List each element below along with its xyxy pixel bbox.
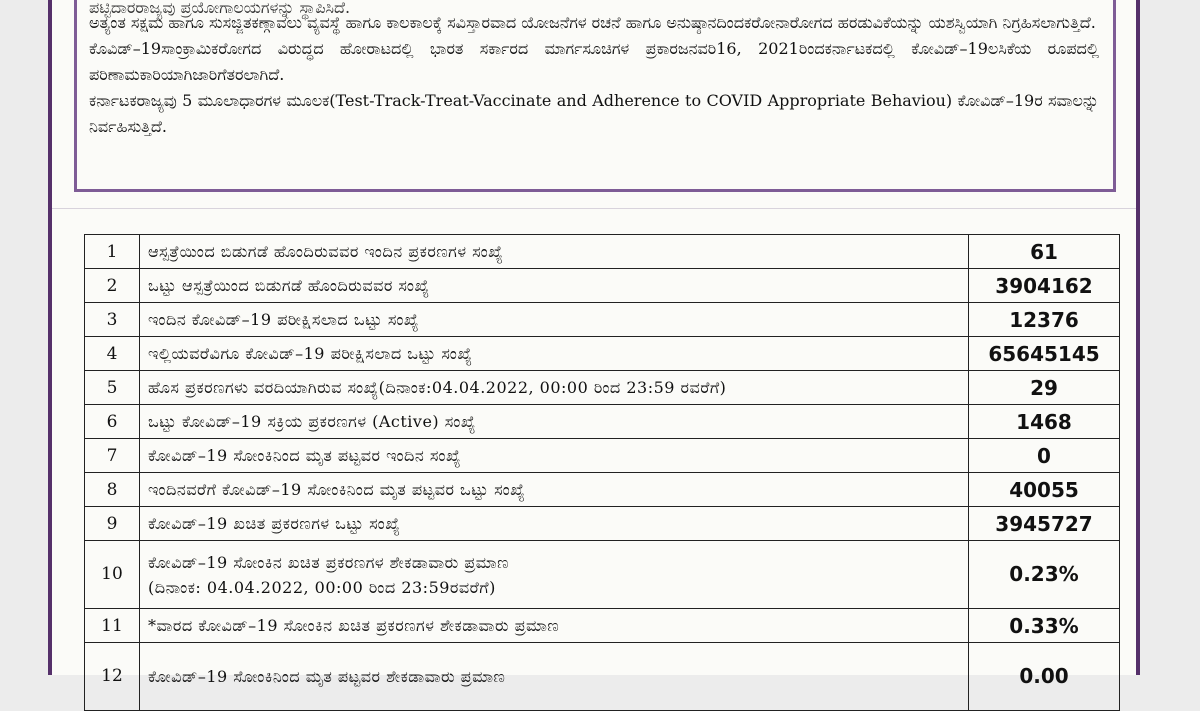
table-row [85, 371, 1120, 405]
table-row [85, 303, 1120, 337]
row-value: 65645145 [969, 337, 1120, 371]
row-description: ಇಂದಿನ ಕೋವಿಡ್–19 ಪರೀಕ್ಷಿಸಲಾದ ಒಟ್ಟು ಸಂಖ್ಯೆ [140, 303, 969, 337]
row-description-line-1: ಕೋವಿಡ್–19 ಸೋಂಕಿನಿಂದ ಮೃತ ಪಟ್ಟವರ ಶೇಕಡಾವಾರು ಪ್ರಮಾಣ [148, 667, 506, 686]
row-value: 0 [969, 439, 1120, 473]
row-description: ಇಂದಿನವರೆಗೆ ಕೋವಿಡ್–19 ಸೋಂಕಿನಿಂದ ಮೃತ ಪಟ್ಟವರ ಒಟ್ಟು ಸಂಖ್ಯೆ [140, 473, 969, 507]
row-number: 12 [85, 643, 140, 711]
row-description: ಹೊಸ ಪ್ರಕರಣಗಳು ವರದಿಯಾಗಿರುವ ಸಂಖ್ಯೆ(ದಿನಾಂಕ:04.04.2022, 00:00 ರಿಂದ 23:59 ರವರೆಗೆ) [140, 371, 969, 405]
table-row [85, 541, 1120, 609]
row-number: 6 [85, 405, 140, 439]
row-value: 61 [969, 235, 1120, 269]
row-value: 1468 [969, 405, 1120, 439]
table-row [85, 643, 1120, 711]
row-value: 0.23% [969, 541, 1120, 609]
row-number: 10 [85, 541, 140, 609]
row-description [140, 541, 969, 609]
table-row [85, 405, 1120, 439]
section-divider [52, 208, 1136, 209]
row-value: 0.00 [969, 643, 1120, 711]
row-description: ಒಟ್ಟು ಆಸ್ಪತ್ರೆಯಿಂದ ಬಿಡುಗಡೆ ಹೊಂದಿರುವವರ ಸಂಖ್ಯೆ [140, 269, 969, 303]
document-page [48, 0, 1140, 688]
row-number: 1 [85, 235, 140, 269]
row-value: 40055 [969, 473, 1120, 507]
row-description: ಕೋವಿಡ್–19 ಸೋಂಕಿನಿಂದ ಮೃತ ಪಟ್ಟವರ ಇಂದಿನ ಸಂಖ್ಯೆ [140, 439, 969, 473]
table-row [85, 609, 1120, 643]
intro-box [74, 0, 1116, 192]
intro-paragraph-2: ಕೊವಿಡ್–19ಸಾಂಕ್ರಾಮಿಕರೋಗದ ವಿರುದ್ಧದ ಹೋರಾಟದಲ್ಲಿ ಭಾರತ ಸರ್ಕಾರದ ಮಾರ್ಗಸೂಚಿಗಳ ಪ್ರಕಾರಜನವರಿ16, 2021ರಿಂದಕರ್ನಾಟಕದಲ್ಲಿ ಕೋವಿಡ್–19ಲಸಿಕೆಯ ರೂಪದಲ್ಲಿ ಪರಿಣಾಮಕಾರಿಯಾಗಿಜಾರಿಗೆತರಲಾಗಿದೆ. [89, 39, 1099, 84]
row-description: ಒಟ್ಟು ಕೋವಿಡ್–19 ಸಕ್ರಿಯ ಪ್ರಕರಣಗಳ (Active) ಸಂಖ್ಯೆ [140, 405, 969, 439]
intro-cut-line: ಪಟ್ಟಿದಾರರಾಜ್ಯವು ಪ್ರಯೋಗಾಲಯಗಳನ್ನು ಸ್ಥಾಪಿಸಿದೆ. [89, 0, 351, 17]
row-description [140, 643, 969, 711]
table-row [85, 507, 1120, 541]
row-number: 3 [85, 303, 140, 337]
row-number: 7 [85, 439, 140, 473]
row-description: ಕೋವಿಡ್–19 ಖಚಿತ ಪ್ರಕರಣಗಳ ಒಟ್ಟು ಸಂಖ್ಯೆ [140, 507, 969, 541]
row-number: 2 [85, 269, 140, 303]
row-description-line-1: ಕೋವಿಡ್–19 ಸೋಂಕಿನ ಖಚಿತ ಪ್ರಕರಣಗಳ ಶೇಕಡಾವಾರು ಪ್ರಮಾಣ [148, 552, 509, 572]
row-value: 0.33% [969, 609, 1120, 643]
covid-stats-table [84, 234, 1120, 711]
table-row [85, 269, 1120, 303]
table-row [85, 235, 1120, 269]
table-row [85, 337, 1120, 371]
row-number: 5 [85, 371, 140, 405]
intro-paragraph-1: ಅತ್ಯಂತ ಸಕ್ಷಮ ಹಾಗೂ ಸುಸಜ್ಜಿತಕಣ್ಗಾವಲು ವ್ಯವಸ್ಥೆ ಹಾಗೂ ಕಾಲಕಾಲಕ್ಕೆ ಸವಿಸ್ತಾರವಾದ ಯೋಜನೆಗಳ ರಚನೆ ಹಾಗೂ ಅನುಷ್ಠಾನದಿಂದಕರೋನಾರೋಗದ ಹರಡುವಿಕೆಯನ್ನು ಯಶಸ್ವಿಯಾಗಿ ನಿಗ್ರಹಿಸಲಾಗುತ್ತಿದೆ. [89, 13, 1096, 32]
table-row [85, 439, 1120, 473]
row-number: 8 [85, 473, 140, 507]
row-value: 12376 [969, 303, 1120, 337]
row-description: ಆಸ್ಪತ್ರೆಯಿಂದ ಬಿಡುಗಡೆ ಹೊಂದಿರುವವರ ಇಂದಿನ ಪ್ರಕರಣಗಳ ಸಂಖ್ಯೆ [140, 235, 969, 269]
row-number: 4 [85, 337, 140, 371]
row-number: 11 [85, 609, 140, 643]
row-number: 9 [85, 507, 140, 541]
row-value: 29 [969, 371, 1120, 405]
table-row [85, 473, 1120, 507]
intro-paragraph-3: ಕರ್ನಾಟಕರಾಜ್ಯವು 5 ಮೂಲಾಧಾರಗಳ ಮೂಲಕ(Test-Track-Treat-Vaccinate and Adherence to COVID Appropriate Behaviou) ಕೋವಿಡ್–19ರ ಸವಾಲನ್ನು ನಿರ್ವಹಿಸುತ್ತಿದೆ. [89, 91, 1099, 136]
row-description: ಇಲ್ಲಿಯವರೆವಿಗೂ ಕೋವಿಡ್–19 ಪರೀಕ್ಷಿಸಲಾದ ಒಟ್ಟು ಸಂಖ್ಯೆ [140, 337, 969, 371]
row-description-line-2: (ದಿನಾಂಕ: 04.04.2022, 00:00 ರಿಂದ 23:59ರವರೆಗೆ) [148, 577, 496, 597]
row-value: 3904162 [969, 269, 1120, 303]
row-value: 3945727 [969, 507, 1120, 541]
row-description: *ವಾರದ ಕೋವಿಡ್–19 ಸೋಂಕಿನ ಖಚಿತ ಪ್ರಕರಣಗಳ ಶೇಕಡಾವಾರು ಪ್ರಮಾಣ [140, 609, 969, 643]
